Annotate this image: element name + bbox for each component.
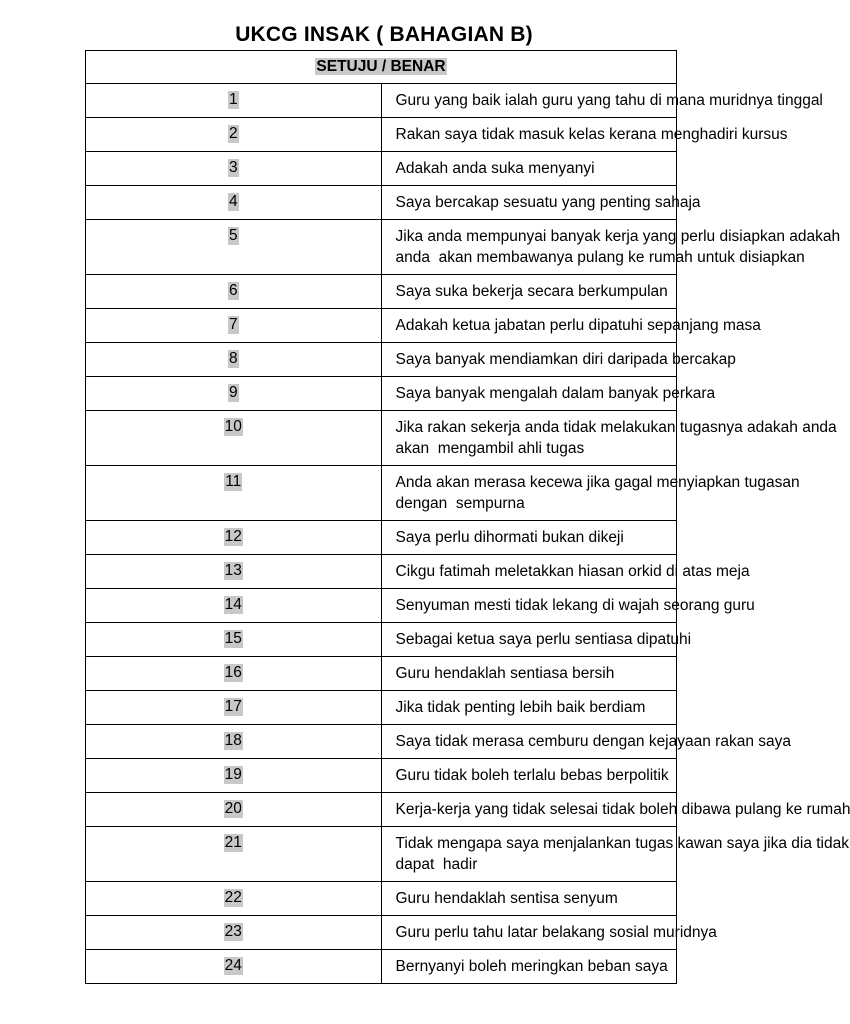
statement-text: akan mengambil ahli tugas [395,440,585,457]
row-number-cell [86,220,382,275]
row-number-cell [86,152,382,186]
statement-cell [381,691,677,725]
row-number-cell [86,589,382,623]
row-number: 11 [225,473,242,490]
row-number: 20 [224,800,242,817]
row-number-cell [86,882,382,916]
statement-cell [381,555,750,589]
row-number: 8 [228,350,238,367]
table-header-cell [86,51,677,84]
table-row [86,555,677,589]
table-row [86,186,677,220]
row-number: 23 [224,923,242,940]
table-row [86,220,677,275]
statement-cell [381,152,677,186]
table-header-row [86,51,677,84]
row-number: 5 [228,227,238,244]
row-number: 15 [224,630,242,647]
row-number: 10 [224,418,242,435]
table-row [86,916,677,950]
statement-text: Jika tidak penting lebih baik berdiam [395,699,646,716]
row-number-cell [86,309,382,343]
statement-cell [381,950,677,984]
row-number: 2 [228,125,238,142]
row-number-cell [86,275,382,309]
table-row [86,882,677,916]
statement-text: dapat hadir [395,856,478,873]
row-number: 16 [224,664,242,681]
row-number-cell [86,118,382,152]
row-number-cell [86,916,382,950]
row-number-cell [86,657,382,691]
table-row [86,411,677,466]
table-row [86,275,677,309]
row-number: 7 [228,316,238,333]
row-number: 3 [228,159,238,176]
row-number: 6 [228,282,238,299]
table-row [86,521,677,555]
statements-table [85,50,850,984]
statement-text: Guru hendaklah sentisa senyum [395,890,618,907]
row-number-cell [86,793,382,827]
row-number: 1 [228,91,238,108]
row-number: 18 [224,732,242,749]
statement-cell [381,466,800,521]
statement-text: Adakah ketua jabatan perlu dipatuhi sepanjang masa [395,317,761,334]
row-number-cell [86,950,382,984]
statement-cell [381,623,692,657]
row-number: 19 [224,766,242,783]
row-number: 4 [228,193,238,210]
row-number: 13 [224,562,242,579]
row-number: 24 [224,957,242,974]
table-row [86,950,677,984]
row-number: 14 [224,596,242,613]
row-number-cell [86,84,382,118]
document-title: UKCG INSAK ( BAHAGIAN B) [235,23,533,46]
table-row [86,309,677,343]
statement-cell [381,521,677,555]
statement-text: Cikgu fatimah meletakkan hiasan orkid di atas meja [395,563,750,580]
row-number-cell [86,691,382,725]
statement-text: Guru hendaklah sentiasa bersih [395,665,615,682]
statement-text: Saya banyak mendiamkan diri daripada bercakap [395,351,736,368]
row-number: 12 [224,528,242,545]
table-row [86,793,677,827]
row-number-cell [86,521,382,555]
statement-cell [381,882,677,916]
statement-text: anda akan membawanya pulang ke rumah untuk disiapkan [395,249,805,266]
statement-text: Adakah anda suka menyanyi [395,160,595,177]
table-row [86,827,677,882]
statement-text: Saya tidak merasa cemburu dengan kejayaan rakan saya [395,733,791,750]
statement-cell [381,411,837,466]
statement-text: dengan sempurna [395,495,525,512]
statement-text: Guru yang baik ialah guru yang tahu di mana muridnya tinggal [395,92,823,109]
statement-cell [381,725,791,759]
row-number-cell [86,377,382,411]
statement-cell [381,84,823,118]
statement-cell [381,186,701,220]
statement-text: Rakan saya tidak masuk kelas kerana menghadiri kursus [395,126,788,143]
statement-text: Anda akan merasa kecewa jika gagal menyiapkan tugasan [395,474,800,491]
statement-text: Guru tidak boleh terlalu bebas berpolitik [395,767,669,784]
row-number-cell [86,411,382,466]
row-number-cell [86,186,382,220]
table-row [86,759,677,793]
table-row [86,691,677,725]
statement-cell [381,275,677,309]
row-number-cell [86,343,382,377]
statement-cell [381,916,717,950]
statement-text: Saya bercakap sesuatu yang penting sahaja [395,194,701,211]
statement-cell [381,793,850,827]
row-number-cell [86,725,382,759]
statement-cell [381,343,736,377]
statements-table-body [86,51,850,984]
statement-text: Jika anda mempunyai banyak kerja yang perlu disiapkan adakah [395,228,841,245]
statement-cell [381,220,841,275]
table-row [86,657,677,691]
statement-text: Saya perlu dihormati bukan dikeji [395,529,624,546]
table-row [86,466,677,521]
table-row [86,589,677,623]
table-row [86,725,677,759]
row-number-cell [86,827,382,882]
row-number-cell [86,555,382,589]
row-number: 21 [224,834,242,851]
statement-text: Senyuman mesti tidak lekang di wajah seorang guru [395,597,755,614]
table-row [86,343,677,377]
statement-text: Bernyanyi boleh meringkan beban saya [395,958,668,975]
table-row [86,84,677,118]
table-header-label: SETUJU / BENAR [316,58,446,75]
statement-text: Kerja-kerja yang tidak selesai tidak boleh dibawa pulang ke rumah [395,801,850,818]
statement-text: Jika rakan sekerja anda tidak melakukan tugasnya adakah anda [395,419,837,436]
statement-text: Sebagai ketua saya perlu sentiasa dipatuhi [395,631,692,648]
statement-text: Guru perlu tahu latar belakang sosial muridnya [395,924,717,941]
statement-text: Saya banyak mengalah dalam banyak perkara [395,385,716,402]
row-number: 22 [224,889,242,906]
table-row [86,118,677,152]
row-number-cell [86,759,382,793]
statement-text: Saya suka bekerja secara berkumpulan [395,283,668,300]
row-number: 9 [228,384,238,401]
table-row [86,623,677,657]
statement-cell [381,118,788,152]
table-row [86,377,677,411]
row-number-cell [86,466,382,521]
statement-cell [381,759,677,793]
statement-text: Tidak mengapa saya menjalankan tugas kawan saya jika dia tidak [395,835,849,852]
row-number-cell [86,623,382,657]
statement-cell [381,657,677,691]
statement-cell [381,309,761,343]
statement-cell [381,827,849,882]
statement-cell [381,589,755,623]
table-row [86,152,677,186]
statement-cell [381,377,716,411]
row-number: 17 [224,698,242,715]
